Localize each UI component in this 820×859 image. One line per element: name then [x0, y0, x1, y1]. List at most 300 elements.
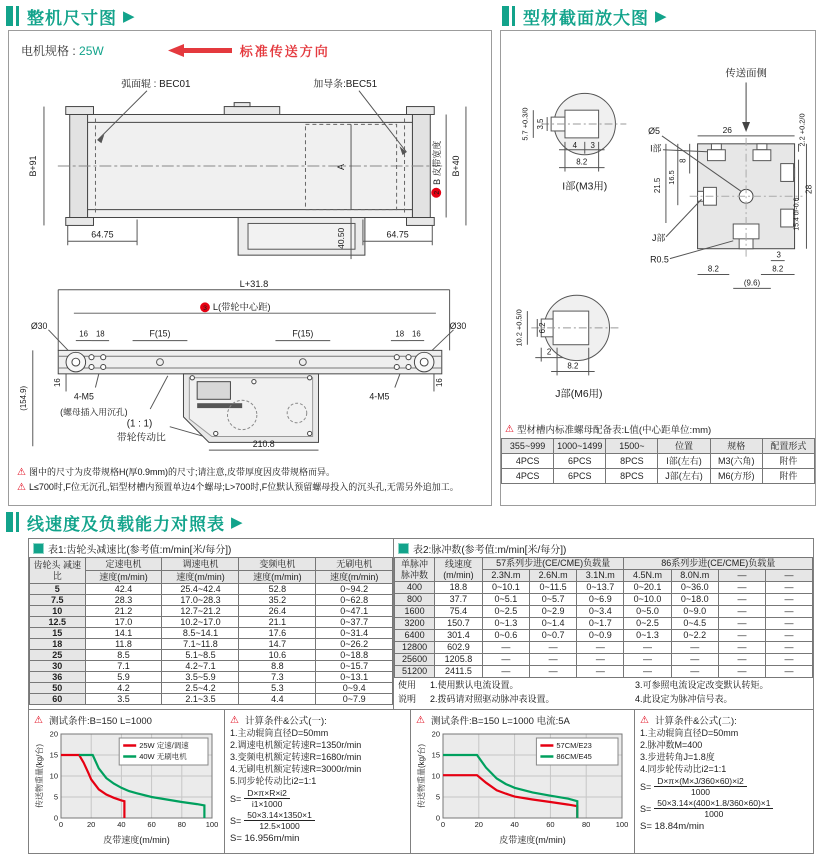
section-header-machine-dims — [6, 4, 135, 28]
dim-label: 2 — [546, 347, 552, 357]
svg-text:传送物重量(kg/台): 传送物重量(kg/台) — [35, 744, 44, 808]
formula-2 — [635, 710, 813, 853]
column-header: 定速电机 — [85, 558, 162, 571]
ratio-label: (1 : 1) — [126, 418, 153, 430]
table-cell: M6(方形) — [710, 469, 762, 484]
table-cell: 0~0.9 — [577, 630, 624, 642]
table-row — [30, 639, 393, 650]
table-cell: 10.6 — [239, 650, 316, 661]
table-cell: 6PCS — [554, 454, 606, 469]
part-label: J部 — [652, 232, 666, 243]
column-subheader: 速度(m/min) — [162, 571, 239, 584]
dim-label: 64.75 — [386, 229, 409, 240]
column-header: 变频电机 — [239, 558, 316, 571]
column-header: 无刷电机 — [316, 558, 393, 571]
column-subheader: 速度(m/min) — [85, 571, 162, 584]
formula-equation — [640, 798, 808, 819]
circled-marker: 2 — [434, 190, 442, 195]
dim-label: 3.5 — [536, 118, 546, 130]
section-arrow-icon: ▶ — [655, 8, 667, 25]
table-cell: 0~2.5 — [624, 618, 671, 630]
note-text: L≤700时,F位无沉孔,铝型材槽内预置单边4个螺母;L>700时,F位默认预留螺母投入的沉头孔,无需另外追加工。 — [28, 482, 459, 492]
dim-label: L(带轮中心距) — [212, 302, 271, 313]
table-cell: — — [624, 666, 671, 678]
table-cell: 附件 — [762, 454, 814, 469]
left-arrow-icon — [168, 44, 232, 57]
table-cell: 0~10.0 — [624, 594, 671, 606]
table-cell: 0~37.7 — [316, 617, 393, 628]
table-cell: 36 — [30, 672, 86, 683]
table-header-row — [30, 558, 393, 571]
column-subheader: — — [766, 570, 813, 582]
numerator: 50×3.14×1350×1 — [244, 810, 315, 821]
table-marker-icon — [398, 543, 409, 554]
table-cell: 0~0.7 — [529, 630, 576, 642]
load-speed-chart-1 — [34, 728, 220, 846]
table-cell: — — [766, 594, 813, 606]
nut-table-title-text: 型材槽内标准螺母配备表:L值(中心距单位:mm) — [516, 425, 712, 436]
machine-body — [58, 103, 442, 256]
test-conditions-2 — [411, 710, 635, 853]
table-cell: 0~18.8 — [316, 650, 393, 661]
formula-result: S= 16.956m/min — [230, 833, 300, 844]
header-bar-icon — [16, 512, 19, 532]
denominator: 12.5×1000 — [259, 821, 300, 831]
main-profile-section — [648, 67, 813, 289]
svg-text:80: 80 — [177, 820, 186, 829]
table-cell: 0~13.1 — [316, 672, 393, 683]
table-header-row — [502, 439, 815, 454]
section-title: 线速度及负载能力对照表 — [27, 514, 225, 534]
dim-label: Ø5 — [648, 125, 660, 136]
numerator: D×π×(M×J/360×60)×i2 — [654, 776, 746, 787]
table-cell: 14.1 — [85, 628, 162, 639]
usage-notes — [394, 678, 813, 706]
speed-load-block — [28, 538, 814, 854]
table-cell: — — [482, 666, 529, 678]
dim-label: 5.7 +0.3/0 — [520, 107, 530, 141]
dim-label: B 皮带宽度 — [432, 140, 443, 185]
dim-label: 18 — [95, 329, 105, 339]
table-cell: 18 — [30, 639, 86, 650]
formula-line: 2.脉冲数M=400 — [640, 740, 703, 750]
table-cell: — — [766, 630, 813, 642]
header-bar-icon — [512, 6, 515, 26]
table1-title — [29, 539, 393, 557]
table-row — [395, 666, 813, 678]
table-cell: 4PCS — [502, 454, 554, 469]
dim-label: 8.2 — [707, 264, 719, 274]
warning-icon: ⚠ — [34, 714, 43, 726]
table-row — [30, 661, 393, 672]
direction-indicator — [168, 41, 330, 60]
table-cell: 0~1.7 — [577, 618, 624, 630]
table-cell: 12.5 — [30, 617, 86, 628]
column-header — [435, 558, 483, 582]
table-cell: 21.1 — [239, 617, 316, 628]
roller-label: 弧面辊 : BEC01 — [121, 78, 191, 90]
column-header: 355~999 — [502, 439, 554, 454]
table-cell: — — [624, 654, 671, 666]
table-cell: 400 — [395, 582, 435, 594]
table-cell: — — [766, 582, 813, 594]
conveyor-bar — [58, 350, 442, 373]
table-cell: — — [718, 582, 765, 594]
table-cell: 35.2 — [239, 595, 316, 606]
table-row — [30, 628, 393, 639]
column-header: 配置形式 — [762, 439, 814, 454]
dim-label: 4-M5 — [73, 391, 94, 402]
dim-label: 16 — [79, 329, 89, 339]
table-cell: 10.2~17.0 — [162, 617, 239, 628]
usage-note: 1.使用默认电流设置。 — [430, 680, 519, 690]
motor-spec-row — [9, 31, 491, 61]
table-cell: 8.5~14.1 — [162, 628, 239, 639]
table-cell: 10 — [30, 606, 86, 617]
table-cell: 0~36.0 — [671, 582, 718, 594]
table-cell: 7.5 — [30, 595, 86, 606]
table-cell: — — [766, 642, 813, 654]
table1-container — [29, 539, 394, 709]
profile-panel — [500, 30, 816, 506]
table-cell: 8PCS — [606, 454, 658, 469]
column-subheader: 2.3N.m — [482, 570, 529, 582]
table-cell: 7.1 — [85, 661, 162, 672]
table-cell: 0~1.3 — [482, 618, 529, 630]
table-cell: — — [718, 606, 765, 618]
dim-label: 21.5 — [652, 177, 662, 194]
table-row — [395, 642, 813, 654]
usage-note: 4.此设定为脉冲信号表。 — [635, 694, 733, 704]
table-cell: 1600 — [395, 606, 435, 618]
table-cell: 3.5 — [85, 694, 162, 705]
gear-ratio-table — [29, 557, 393, 705]
table-row — [30, 694, 393, 705]
table-cell: — — [482, 642, 529, 654]
table-cell: 5.3 — [239, 683, 316, 694]
formula-line: 2.调速电机额定转速R=1350r/min — [230, 740, 362, 750]
dim-label: (9.6) — [743, 278, 761, 288]
table-cell: — — [671, 666, 718, 678]
table-cell: 6400 — [395, 630, 435, 642]
dim-label: 64.75 — [91, 229, 114, 240]
table-header-row — [395, 558, 813, 570]
table-cell: 0~18.0 — [671, 594, 718, 606]
table-cell: — — [529, 654, 576, 666]
dim-label: 2.2 +0.2/0 — [797, 113, 807, 147]
formula-line: 3.变频电机额定转速R=1680r/min — [230, 752, 362, 762]
dim-label: 210.8 — [252, 439, 275, 450]
dim-label: 8.2 — [567, 361, 579, 371]
dim-label: 16 — [53, 378, 63, 388]
formula-line: 1.主动辊筒直径D=50mm — [230, 728, 329, 738]
svg-text:25W 定速/调速: 25W 定速/调速 — [139, 741, 189, 750]
table-cell: 0~31.4 — [316, 628, 393, 639]
table2-title — [394, 539, 813, 557]
formula-equation — [230, 788, 405, 809]
table-marker-icon — [33, 543, 44, 554]
center-distance-dim — [200, 301, 270, 312]
dim-label: 3 — [776, 250, 781, 260]
table-cell: — — [718, 618, 765, 630]
table-cell: 51200 — [395, 666, 435, 678]
table-cell: 0~10.1 — [482, 582, 529, 594]
formula-equation — [230, 810, 405, 831]
dim-label: R0.5 — [650, 254, 669, 265]
table-row — [30, 617, 393, 628]
svg-text:0: 0 — [435, 813, 440, 823]
svg-text:60: 60 — [147, 820, 156, 829]
table-cell: 4.2~7.1 — [162, 661, 239, 672]
svg-text:86CM/E45: 86CM/E45 — [556, 752, 592, 761]
svg-text:40: 40 — [510, 820, 519, 829]
direction-label: 标准传送方向 — [239, 43, 330, 59]
table-cell: 11.8 — [85, 639, 162, 650]
table-cell: 60 — [30, 694, 86, 705]
table-cell: 150.7 — [435, 618, 483, 630]
table-cell: 0~1.4 — [529, 618, 576, 630]
table-cell: 0~26.2 — [316, 639, 393, 650]
table-cell: — — [577, 666, 624, 678]
table-cell: — — [718, 630, 765, 642]
drawing-notes — [9, 463, 491, 495]
table-cell: 14.7 — [239, 639, 316, 650]
formula-equation — [640, 776, 808, 797]
header-line: 线速度 — [444, 558, 472, 569]
table-cell: 附件 — [762, 469, 814, 484]
motor-spec-label: 电机规格 : — [21, 43, 76, 58]
section-arrow-icon: ▶ — [231, 514, 243, 531]
test1-label: 测试条件:B=150 L=1000 — [48, 716, 152, 727]
column-subheader: 3.1N.m — [577, 570, 624, 582]
svg-text:5: 5 — [435, 792, 440, 802]
motor-spec-value: 25W — [79, 43, 104, 58]
warning-icon: ⚠ — [230, 714, 239, 726]
table-cell: 8PCS — [606, 469, 658, 484]
numerator: 50×3.14×(400×1.8/360×60)×1 — [654, 798, 773, 809]
dim-label: 4 — [572, 140, 578, 150]
dim-label: F(15) — [149, 328, 171, 339]
table-cell: — — [577, 642, 624, 654]
table-row — [395, 630, 813, 642]
svg-text:60: 60 — [546, 820, 555, 829]
side-view-drawing — [9, 276, 491, 458]
table-cell: 7.3 — [239, 672, 316, 683]
table-cell: 602.9 — [435, 642, 483, 654]
table-cell: 12.7~21.2 — [162, 606, 239, 617]
table-cell: 21.2 — [85, 606, 162, 617]
belt-width-dim — [431, 141, 442, 198]
table-cell: 0~7.9 — [316, 694, 393, 705]
top-view-drawing — [9, 61, 491, 271]
table-cell: 28.3 — [85, 595, 162, 606]
table-cell: 3.5~5.9 — [162, 672, 239, 683]
table-cell: 37.7 — [435, 594, 483, 606]
table-row — [502, 469, 815, 484]
table-cell: 15 — [30, 628, 86, 639]
svg-text:40: 40 — [117, 820, 126, 829]
svg-text:皮带速度(m/min): 皮带速度(m/min) — [103, 835, 170, 845]
header-bar-icon — [6, 6, 13, 26]
table-cell: — — [671, 642, 718, 654]
denominator: 1000 — [691, 787, 710, 797]
table-cell: 0~2.5 — [482, 606, 529, 618]
table-cell: 75.4 — [435, 606, 483, 618]
down-arrowhead — [742, 122, 750, 132]
svg-text:10: 10 — [49, 771, 58, 781]
part-label: I部 — [650, 143, 662, 154]
formula2-title: 计算条件&公式(二): — [654, 716, 737, 727]
dim-label: 16 — [434, 378, 444, 388]
table-cell: 8.5 — [85, 650, 162, 661]
column-header — [395, 558, 435, 582]
dim-label: Ø30 — [30, 320, 48, 331]
table-cell: 0~5.1 — [482, 594, 529, 606]
dim-label: B+40 — [451, 155, 462, 177]
formula1-title: 计算条件&公式(一): — [244, 716, 327, 727]
dim-label: 4-M5 — [369, 391, 390, 402]
guide-label: 加导条:BEC51 — [313, 78, 378, 90]
numerator: D×π×R×i2 — [244, 788, 290, 799]
table-cell: 0~5.7 — [529, 594, 576, 606]
table-cell: 4.4 — [239, 694, 316, 705]
table-cell: 301.4 — [435, 630, 483, 642]
column-header: 1000~1499 — [554, 439, 606, 454]
table-cell: 30 — [30, 661, 86, 672]
header-bar-icon — [502, 6, 509, 26]
column-group-header: 86系列步进(CE/CME)负载量 — [624, 558, 813, 570]
table-cell: 12800 — [395, 642, 435, 654]
table-cell: I部(左右) — [658, 454, 710, 469]
formula-line: 5.同步轮传动比i2=1:1 — [230, 776, 317, 786]
column-header: 调速电机 — [162, 558, 239, 571]
column-header: 齿轮头 减速比 — [30, 558, 86, 584]
table-cell: 42.4 — [85, 584, 162, 595]
svg-text:10: 10 — [431, 771, 440, 781]
table-row — [395, 582, 813, 594]
table-row — [30, 650, 393, 661]
section-title: 型材截面放大图 — [523, 8, 649, 28]
table-cell: — — [577, 654, 624, 666]
dim-label: 8.2 — [772, 264, 784, 274]
table-cell: 3200 — [395, 618, 435, 630]
i-detail-caption: I部(M3用) — [562, 181, 608, 193]
sink-hole-note: (螺母插入用沉孔) — [60, 406, 128, 417]
column-subheader: — — [718, 570, 765, 582]
column-header: 位置 — [658, 439, 710, 454]
table-cell: 17.0 — [85, 617, 162, 628]
motor-housing — [183, 374, 318, 442]
section-title: 整机尺寸图 — [27, 8, 117, 28]
header-line: 单脉冲 — [401, 558, 429, 569]
denominator: i1×1000 — [251, 799, 283, 809]
table-cell: 0~0.6 — [482, 630, 529, 642]
formula-result: S= 18.84m/min — [640, 821, 705, 832]
table-cell: 0~2.2 — [671, 630, 718, 642]
table-cell: 52.8 — [239, 584, 316, 595]
column-header: 1500~ — [606, 439, 658, 454]
svg-text:15: 15 — [49, 750, 58, 760]
table-cell: 0~94.2 — [316, 584, 393, 595]
dim-label: B+91 — [28, 155, 39, 177]
table-cell: 18.8 — [435, 582, 483, 594]
dim-label: A — [336, 164, 347, 170]
table-cell: 2411.5 — [435, 666, 483, 678]
table-cell: 0~11.5 — [529, 582, 576, 594]
dim-label: 26 — [722, 124, 732, 135]
dim-label: Ø30 — [449, 320, 467, 331]
table-row — [395, 618, 813, 630]
table-cell: — — [482, 654, 529, 666]
table-cell: 0~47.1 — [316, 606, 393, 617]
table-cell: 25600 — [395, 654, 435, 666]
table-cell: 8.8 — [239, 661, 316, 672]
svg-text:20: 20 — [87, 820, 96, 829]
table-cell: — — [718, 642, 765, 654]
dim-label: 40.50 — [336, 227, 347, 249]
table-cell: 25 — [30, 650, 86, 661]
header-bar-icon — [16, 6, 19, 26]
svg-text:57CM/E23: 57CM/E23 — [556, 741, 592, 750]
table-cell: — — [671, 654, 718, 666]
table-cell: 2.1~3.5 — [162, 694, 239, 705]
column-subheader: 速度(m/min) — [239, 571, 316, 584]
table-cell: — — [766, 606, 813, 618]
table-cell: 6PCS — [554, 469, 606, 484]
table2-title-text: 表2:脉冲数(参考值:m/min[米/每分]) — [413, 544, 567, 556]
nut-table-title — [501, 420, 815, 438]
warning-plate — [197, 382, 230, 400]
formula-1 — [225, 710, 411, 853]
table-cell: M3(六角) — [710, 454, 762, 469]
svg-text:5: 5 — [53, 792, 58, 802]
table2-container — [394, 539, 813, 709]
formula-line: 4.无刷电机额定转速R=3000r/min — [230, 764, 362, 774]
table-row — [395, 654, 813, 666]
table-cell: — — [718, 666, 765, 678]
dim-label: 15.4 0/-0.6 — [793, 197, 801, 231]
svg-text:20: 20 — [431, 729, 440, 739]
table-cell: 17.6 — [239, 628, 316, 639]
column-subheader: 8.0N.m — [671, 570, 718, 582]
brand-plate — [197, 403, 242, 408]
table-row — [30, 672, 393, 683]
svg-text:0: 0 — [53, 813, 58, 823]
section-arrow-icon: ▶ — [123, 8, 135, 25]
table-cell: 800 — [395, 594, 435, 606]
dim-label: 8.2 — [576, 157, 588, 167]
table-cell: 0~5.0 — [624, 606, 671, 618]
svg-text:0: 0 — [58, 820, 64, 829]
dim-label: F(15) — [292, 328, 314, 339]
dim-label: 3 — [590, 140, 595, 150]
table-cell: — — [718, 594, 765, 606]
nut-config-table — [501, 438, 815, 484]
table-row — [30, 584, 393, 595]
warning-icon: ⚠ — [640, 714, 649, 726]
svg-text:100: 100 — [205, 820, 219, 829]
table-cell: 1205.8 — [435, 654, 483, 666]
svg-text:皮带速度(m/min): 皮带速度(m/min) — [499, 835, 566, 845]
conveyor-face-label: 传送面侧 — [725, 68, 767, 80]
warning-icon: ⚠ — [17, 482, 26, 493]
usage-note: 3.可参照电流设定改变默认转矩。 — [635, 680, 769, 690]
equation-lhs: S= — [230, 793, 242, 804]
svg-text:0: 0 — [440, 820, 446, 829]
j-detail-caption: J部(M6用) — [555, 389, 603, 401]
dim-label: 28 — [803, 184, 814, 195]
table-cell: 50 — [30, 683, 86, 694]
